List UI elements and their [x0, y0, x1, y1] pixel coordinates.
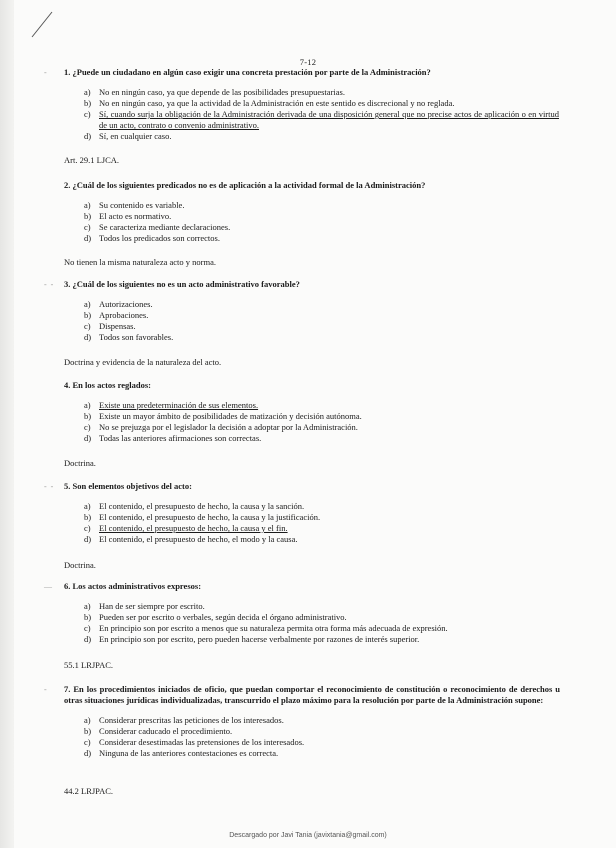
marked-answer: El contenido, el presupuesto de hecho, la causa y el fin. [99, 523, 288, 533]
scan-edge-shadow [0, 0, 14, 848]
question-title: 3. ¿Cuál de los siguientes no es un acto administrativo favorable? [64, 279, 300, 289]
question-1 [64, 67, 564, 142]
option-d: d) Todos los predicados son correctos. [84, 233, 220, 243]
option-b: b) Pueden ser por escrito o verbales, según decida el órgano administrativo. [84, 612, 347, 622]
option-b: b) Aprobaciones. [84, 310, 149, 320]
question-title: 1. ¿Puede un ciudadano en algún caso exigir una concreta prestación por parte de la Administración? [64, 67, 431, 77]
option-list [84, 87, 564, 142]
question-reference: Doctrina. [64, 560, 96, 570]
option-c: c) Dispensas. [84, 321, 136, 331]
option-c: c) No se prejuzga por el legislador la decisión a adoptar por la Administración. [84, 422, 358, 432]
option-list [84, 400, 564, 444]
option-a: a) Su contenido es variable. [84, 200, 185, 210]
option-list [84, 715, 560, 759]
question-reference: 55.1 LRJPAC. [64, 660, 114, 670]
question-title: 4. En los actos reglados: [64, 380, 151, 390]
question-2 [64, 180, 564, 244]
margin-tick-mark: - [44, 685, 48, 694]
question-title: 5. Son elementos objetivos del acto: [64, 481, 192, 491]
download-footer: Descargado por Javi Tania (javixtania@gmail.com) [229, 832, 387, 839]
question-reference: No tienen la misma naturaleza acto y norma. [64, 257, 216, 267]
option-d: d) Ninguna de las anteriores contestaciones es correcta. [84, 748, 279, 758]
option-a: a) Autorizaciones. [84, 299, 153, 309]
question-6 [64, 581, 564, 645]
option-b: b) Existe un mayor ámbito de posibilidades de matización y decisión autónoma. [84, 411, 362, 421]
option-a: a) Existe una predeterminación de sus elementos. [84, 400, 259, 410]
marked-answer: Existe una predeterminación de sus elementos. [99, 400, 259, 410]
question-title: 6. Los actos administrativos expresos: [64, 581, 202, 591]
option-a: a) El contenido, el presupuesto de hecho, la causa y la sanción. [84, 501, 305, 511]
margin-tick-mark: - [44, 68, 48, 77]
question-title: 2. ¿Cuál de los siguientes predicados no es de aplicación a la actividad formal de la Administración? [64, 180, 426, 190]
option-c: c) Considerar desestimadas las pretensiones de los interesados. [84, 737, 305, 747]
option-list [84, 601, 564, 645]
option-d: d) Todas las anteriores afirmaciones son correctas. [84, 433, 262, 443]
option-b: b) El contenido, el presupuesto de hecho, la causa y la justificación. [84, 512, 321, 522]
option-a: a) No en ningún caso, ya que depende de las posibilidades presupuestarias. [84, 87, 345, 97]
margin-tick-mark: — [44, 582, 53, 591]
option-c: c) El contenido, el presupuesto de hecho, la causa y el fin. [84, 523, 288, 533]
option-c: c) En principio son por escrito a menos que su naturaleza permita otra forma más adecuada de expresión. [84, 623, 448, 633]
option-c: c) Sí, cuando surja la obligación de la Administración derivada de una disposición general que no precise actos de aplicación o en virtud de un acto, contrato o convenio administrativo. [84, 109, 559, 130]
question-4 [64, 380, 564, 444]
option-b: b) El acto es normativo. [84, 211, 172, 221]
option-d: d) El contenido, el presupuesto de hecho, el modo y la causa. [84, 534, 298, 544]
option-list [84, 299, 564, 343]
question-7 [64, 684, 560, 759]
pen-stroke-mark [30, 10, 60, 40]
option-a: a) Considerar prescritas las peticiones de los interesados. [84, 715, 284, 725]
question-reference: 44.2 LRJPAC. [64, 786, 114, 796]
page-number: 7-12 [299, 57, 317, 67]
option-a: a) Han de ser siempre por escrito. [84, 601, 205, 611]
option-list [84, 200, 564, 244]
option-d: d) Sí, en cualquier caso. [84, 131, 172, 141]
question-5 [64, 481, 564, 545]
option-c: c) Se caracteriza mediante declaraciones. [84, 222, 231, 232]
margin-tick-mark: - - [44, 482, 55, 491]
option-d: d) Todos son favorables. [84, 332, 174, 342]
marked-answer: Sí, cuando surja la obligación de la Administración derivada de una disposición general que no precise actos de aplicación o en virtud de un acto, contrato o convenio administrativo. [99, 109, 559, 130]
option-b: b) No en ningún caso, ya que la actividad de la Administración en este sentido es discrecional y no reglada. [84, 98, 455, 108]
option-b: b) Considerar caducado el procedimiento. [84, 726, 233, 736]
margin-tick-mark: - - [44, 280, 55, 289]
option-d: d) En principio son por escrito, pero pueden hacerse verbalmente por razones de interés superior. [84, 634, 420, 644]
question-3 [64, 279, 564, 343]
question-title: 7. En los procedimientos iniciados de oficio, que puedan comportar el reconocimiento de constitución o reconocimiento de derechos u otras situaciones jurídicas individualizadas, transcurrido el plazo máximo para la resolución por parte de la Administración supone: [64, 684, 560, 705]
question-reference: Doctrina y evidencia de la naturaleza del acto. [64, 357, 222, 367]
option-list [84, 501, 564, 545]
question-reference: Art. 29.1 LJCA. [64, 155, 120, 165]
question-reference: Doctrina. [64, 458, 96, 468]
